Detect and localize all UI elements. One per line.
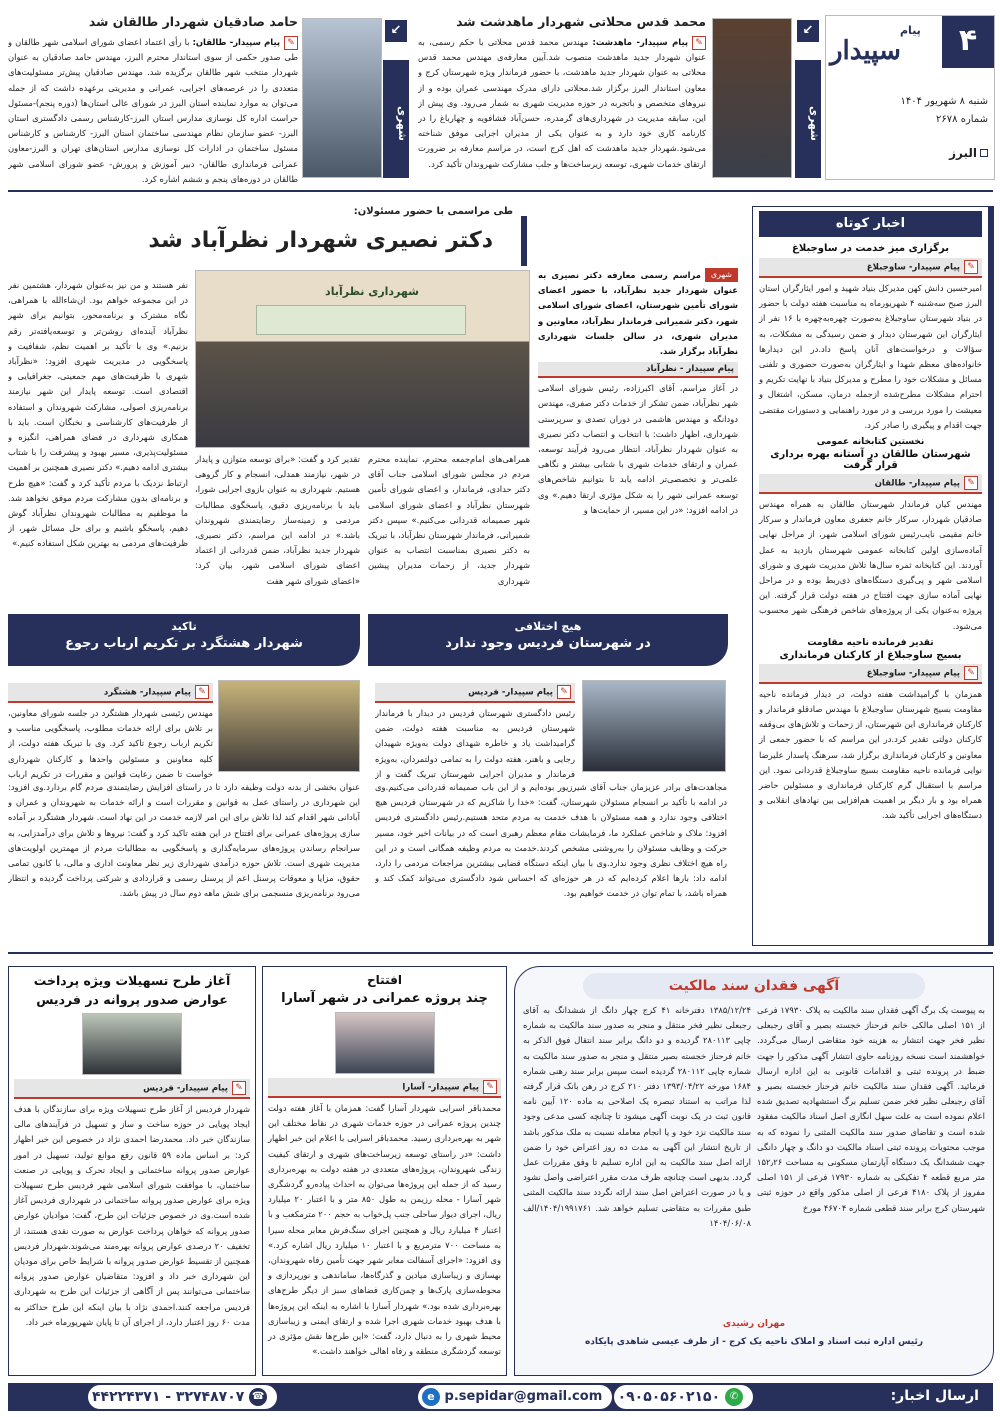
region-marker-icon xyxy=(980,149,988,157)
top-story-1-title: محمد قدس محلاتی شهردار ماهدشت شد xyxy=(456,14,706,29)
ad-signer: مهران رشیدی xyxy=(722,1319,786,1329)
loan-photo xyxy=(82,1013,182,1075)
top-story-1-body: مهندس محمد قدس محلاتی با حکم رسمی، به عنوان شهردار جدید ماهدشت منصوب شد.آیین معارفه‌ی مهندس محمد قدس محلاتی به عنوان شهردار جدید ماهدشت، با حضور فرماندار ویژه شهرستان کرج و معاون استاندار البرز برگزار شد.محلاتی دارای مدرک مهندسی عمران بوده و از نیروهای متخصص و باتجربه در حوزه مدیریت شهری به شمار می‌رود. وی پیش از این، سابقه مدیریت در شهرداری‌های گرمدره، حسن‌آباد فشافویه و چهارباغ را در کارنامه کاری خود دارد و به عنوان یکی از مدیران اجرایی موفق شناخته می‌شود.شهردار جدید ماهدشت که اهل کرج است، در مراسم معارفه بر ضرورت ارتقای خدمات شهری، توسعه زیرساخت‌ها و جلب مشارکت شهروندان تأکید کرد. xyxy=(418,37,706,169)
email-icon: e xyxy=(422,1388,440,1406)
logo-big: سپیدار xyxy=(830,36,901,66)
fardis-body2: مجاهدت‌های برادر عزیزمان جناب آقای شیرزیور بوده‌ایم و از این باب صمیمانه قدردانی می‌کنیم.وی در ادامه با تأکید بر انسجام مسئولان شهرستان، گفت: «خدا را شاکریم که در شهرستان فردیس هیچ اختلافی وجود ندارد و همه مسئولان با هدف خدمت به مردم متحد هستیم.رئیس دادگستری فردیس افزود: ملاک و شاخص عملکرد ما، فرمایشات مقام معظم رهبری است که در بیانات اخیر خود، مسیر حرکت و وظایف مسئولان را به‌روشنی مشخص کردند.خدمت به مردم وظیفه همگانی است و در این راه هیچ اختلاف نظری وجود ندارد.وی با بیان اینکه دستگاه قضایی بیشترین مراجعات مردمی را دارد، ادامه داد: بارها اعلام کرده‌ایم که در هر حوزه‌ای که احساس شود دادگستری می‌تواند کمک کند و همراه باشد، با تمام توان در خدمت خواهیم بود. xyxy=(375,782,727,899)
main-story-col1-text: در آغاز مراسم، آقای اکبرزاده، رئیس شورای اسلامی شهر نظرآباد، ضمن تشکر از خدمات دکتر صفری، مهندس دودانگه و مهندس هاشمی در دوران تصدی و سرپرستی شهرداری، اظهار داشت: با انتخاب و انتصاب دکتر نصیری به عنوان شهردار نظرآباد، انتظار می‌رود فرآیند توسعه، عمران و ارتقای خدمات شهری با شتابی بیشتر و نگاهی علمی‌تر و تخصصی‌تر ادامه یابد تا بتوانیم شاخص‌های توسعه عمرانی شهر را به شکل مؤثری ارتقا دهیم.» وی در ادامه افزود: «در این مسیر، از حمایت‌ها و xyxy=(538,383,738,515)
hashtgerd-title: شهردار هشتگرد بر تکریم ارباب رجوع xyxy=(65,636,303,651)
news-icon: ✎ xyxy=(284,36,298,50)
opening-kicker: افتتاح xyxy=(367,973,402,987)
section-tab: شهری xyxy=(795,60,821,178)
hashtgerd-lead: پیام سپیدار- هشتگرد xyxy=(103,687,191,698)
main-story-photo xyxy=(195,270,530,448)
short-item-1-title: برگزاری میز خدمت در ساوجبلاغ xyxy=(792,243,949,254)
news-icon: ✎ xyxy=(964,476,978,490)
footer-email[interactable]: e p.sepidar@gmail.com xyxy=(418,1385,612,1409)
short-item-1-lead: پیام سپیدار- ساوجبلاغ xyxy=(866,262,960,273)
hashtgerd-col1 xyxy=(8,680,213,780)
news-icon: ✎ xyxy=(232,1081,246,1095)
fardis-col1 xyxy=(375,680,575,780)
short-item-2-body: مهندس کیان فرماندار شهرستان طالقان به همراه مهندس صادقیان شهردار، سرکار خانم جعفری معاون فرماندار و سرکار خانم مقیمی نایب‌رئیس شورای اسلامی شهر، از مراحل نهایی آماده‌سازی اولین کتابخانه عمومی شهرستان بازدید به عمل آوردند. این کتابخانه ثمره سال‌ها تلاش مدیریت شهری و شورای اسلامی شهر و پی‌گیری دستگاه‌های ذی‌ربط بوده و در مراحل نهایی آماده سازی جهت افتتاح در هفته دولت قرار گرفته. این پروژه به‌عنوان یکی از پروژه‌های شاخص فرهنگی شهر محسوب می‌شود. xyxy=(759,499,982,631)
loan-story xyxy=(8,966,256,1376)
opening-lead: پیام سپیدار- آسارا xyxy=(402,1082,479,1093)
whatsapp-icon: ✆ xyxy=(725,1388,743,1406)
loan-title: آغاز طرح تسهیلات ویژه پرداخت xyxy=(33,973,231,988)
news-icon: ✎ xyxy=(964,666,978,680)
main-story-col2-text: همراهی‌های امام‌جمعه محترم، نماینده محترم مردم در مجلس شورای اسلامی جناب آقای دکتر حدادی، فرماندار، و اعضای شورای تأمین شهرستان نظرآباد و اعضای شورای اسلامی شهر صمیمانه قدردانی می‌کنیم.» سپس دکتر شمیرانی، فرماندار شهرستان نظرآباد، با تبریک به دکتر نصیری بمناسبت انتصاب به عنوان شهردار جدید، از زحمات مدیران پیشین شهرداری xyxy=(368,454,530,586)
photo-banner xyxy=(256,305,466,335)
top-story-2-lead: پیام سپیدار- طالقان: xyxy=(192,37,281,47)
divider xyxy=(8,190,993,192)
ad-signer-title: رئیس اداره ثبت اسناد و املاک ناحیه یک کرج - از طرف عیسی شاهدی پایکاده xyxy=(584,1337,924,1347)
main-story-col4-text: نفر هستند و من نیز به‌عنوان شهردار، هشتمین نفر در این مجموعه خواهم بود. ان‌شاءالله با همراهی، نگاه مشترک و برنامه‌محور، بتوانیم برای شهر نظرآباد آینده‌ای روشن‌تر و توسعه‌یافته‌تر رقم بزنیم.» وی با تأکید بر اهمیت نظم، شفافیت و پاسخگویی در مدیریت شهری افزود: «نظرآباد شهری با ظرفیت‌های مهم جمعیتی، جغرافیایی و اقتصادی است. توسعه پایدار این شهر نیازمند برنامه‌ریزی اصولی، مشارکت شهروندان و استفاده از ظرفیت‌های کارشناسی و نخبگان است. باید با همکاری شهرداری در فضای همراهی، انگیزه و مسئولیت‌پذیری، مسیر بهبود و پیشرفت را با شتاب بیشتری ادامه دهیم.» دکتر نصیری همچنین بر اهمیت ارتباط نزدیک با مردم تأکید کرد و گفت: «هیچ طرح و برنامه‌ای بدون مشارکت مردم موفق نخواهد شد. ما موظفیم به مطالبات شهروندان نظرآباد گوش دهیم، پاسخگو باشیم و برای حل مسائل شهر، از ظرفیت‌های مردمی به بهترین شکل استفاده کنیم.» xyxy=(8,280,188,549)
loan-body: شهردار فردیس از آغاز طرح تسهیلات ویژه برای سازندگان با هدف ایجاد پویایی در حوزه ساخت و ساز و تسهیل در فرآیندهای مالی سازندگان خبر داد. محمدرضا احمدی نژاد در خصوص این خبر اظهار کرد: بر اساس ماده ۵۹ قانون رفع موانع تولید، تسهیل در امور عوارض صدور پروانه ساختمانی و ایجاد تحرک و پویایی در صنعت ساختمان، با موافقت شورای اسلامی شهر فردیس طرح تسهیلات ویژه برای عوارض صدور پروانه ساختمانی در شهرداری فردیس آغاز شده است.وی در خصوص جزئیات این طرح، گفت: موادیان عوارض صدور پروانه که خواهان پرداخت عوارض به صورت نقدی هستند، از تخفیف ۲۰ درصدی عوارض پروانه بهره‌مند می‌شوند.شهردار فردیس همچنین از تقسیط عوارض صدور پروانه با شرایط خاص برای مودیان این شهرداری خبر داد و افزود: متقاضیان عوارض صدور پروانه ساختمانی می‌توانند پس از آگاهی از جزئیات این طرح به شهرداری فردیس مراجعه کنند.احمدی نژاد با بیان اینکه این طرح حداکثر به مدت ۶۰ روز اعتبار دارد، از اجرای آن تا پایان شهریورماه خبر داد. xyxy=(14,1104,250,1327)
date-line: شنبه ۸ شهریور ۱۴۰۴ xyxy=(900,96,988,107)
short-item-2-title: شهرستان طالقان در آستانه بهره برداری قرار گرفت xyxy=(770,449,971,472)
main-story-header xyxy=(8,206,743,266)
ad-box xyxy=(514,966,994,1376)
top-story-2 xyxy=(8,14,298,184)
short-item-1-body: امیرحسین دانش کهن مدیرکل بنیاد شهید و امور ایثارگران استان البرز صبح سه‌شنبه ۴ شهریورماه به مناسبت هفته دولت با حضور در بنیاد شهرستان ساوجبلاغ به‌صورت چهره‌به‌چهره با ۱۶ نفر از ایثارگران این شهرستان دیدار و ضمن رسیدگی به مشکلات، به سؤالات و درخواست‌های آنان پاسخ داد.در این دیدارها خانواده‌های معظم شهدا و ایثارگران به‌صورت حضوری و تلفنی مسائل و مشکلات خود را مطرح و مدیرکل بنیاد با نهایت تکریم و احترام مشکلات مطرح‌شده ازجمله درمان، مسکن، اشتغال و معیشت را مورد بررسی و در مورد راهنمایی و دستورات مقتضی جهت اقدام و پیگیری را صادر کرد. xyxy=(759,283,982,430)
opening-story xyxy=(262,966,507,1376)
short-item-3-body: همزمان با گرامیداشت هفته دولت، در دیدار فرمانده ناحیه مقاومت بسیج شهرستان ساوجبلاغ با مهندس صادقلو فرماندار و کارکنان فرمانداری این شهرستان، از زحمات و تلاش‌های بی‌وقفه کارکنان دولتی تقدیر کرد.در این مراسم که با حضور جمعی از معاونین و کارکنان فرمانداری برگزار شد، سرهنگ پاسدار علیرضا نوایی فرمانده ناحیه مقاومت بسیج ساوجبلاغ قدردانی نمود. این مراسم با استقبال گرم کارکنان فرمانداری و مسئولین حاضر همراه بود و بار دیگر بر اهمیت هم‌افزایی بین نهادهای انقلابی و دستگاه‌های اجرایی تأکید شد. xyxy=(759,688,982,821)
top-story-2-body: با رأی اعتماد اعضای شورای اسلامی شهر طالقان و طی صدور حکمی از سوی استاندار محترم البرز، مهندس حامد صادقیان به عنوان شهردار منتخب شهر طالقان برگزیده شد. مهندس صادقیان پیش‌تر مسئولیت‌های متعددی را در عرصه‌های اجرایی، عمرانی و مدیریتی برعهده داشت که از جمله می‌توان به موارد نماینده استان البرز در شورای عالی استان‌ها (دوره پنجم)-مسئول حراست اداره کل نوسازی مدارس استان البرز-کارشناس رسمی دادگستری استان البرز- عضو سازمان نظام مهندسی ساختمان استان البرز- کارشناس و کارشناس مسئول ساختمان در ادارات کل نوسازی مدارس استان‌های تهران و البرز-معاون عمرانی فرمانداری طالقان- دبیر آموزش و پرورش- عضو شورای اسلامی شهر طالقان در دوره‌های پنجم و ششم اشاره کرد. xyxy=(8,37,298,184)
logo xyxy=(830,24,940,72)
fardis-col2 xyxy=(375,780,727,935)
footer-phone[interactable]: ☎ ۳۲۷۴۸۷۰۷ - ۴۴۲۲۴۳۷۱ xyxy=(88,1385,277,1409)
arrow-icon-2: ↙ xyxy=(385,20,407,42)
footer-bar xyxy=(8,1383,993,1411)
hashtgerd-body2: عنوان بخشی از بدنه دولت وظیفه دارد تا در راستای افزایش رضایتمندی مردم گام بردارد.وی افزود: این شهرداری در راستای عمل به قوانین و مقررات است و ارائه خدمات به شهروندان و عمران و آبادانی شهر اقدام کند لذا تلاش برای این امر لازمه خدمت در این نهاد است. شهردار هشتگرد بر آماده سازی پروژه‌های عمرانی برای افتتاح در این هفته تاکید کرد و گفت: نیروها و تلاش برای درآمدزایی، به سرانجام رساندن پروژه‌های سرمایه‌گذاری و پاسخگویی به مطالبات مردم از مهمترین اولویت‌های مدیریت شهری است. تلاش حوزه درآمدی شهرداری زیر نظر معاونت اداری و مالی، با کانون تمامی حقوق، مزایا و معوقات پرسنل اعم از پرسنل رسمی و قراردادی و شرکتی پرداخت گردیده و انتظار می‌رود برنامه‌ریزی منسجمی برای شش ماهه دوم سال در پیش باشد. xyxy=(8,782,360,899)
main-story-col2 xyxy=(368,452,530,596)
ad-title: آگهی فقدان سند مالکیت xyxy=(583,973,925,999)
main-story-byline: پیام سپیدار - نظرآباد xyxy=(538,362,738,378)
page-number: ۴ xyxy=(942,16,994,68)
opening-body: محمدباقر اسرایی شهردار آسارا گفت: همزمان با آغاز هفته دولت چندین پروژه عمرانی در حوزه خدمات شهری در نقاط مختلف این شهر به بهره‌برداری رسید. محمدباقر اسرایی با اعلام این خبر اظهار داشت: «در راستای توسعه زیرساخت‌های شهری و ارتقای کیفیت زندگی شهروندان، پروژه‌های متعددی در هفته دولت به بهره‌برداری رسید که از جمله این پروژه‌ها می‌توان به احداث پیاده‌رو گردشگری شهر آسارا - محله رزیمن به طول ۸۵۰ متر و با اعتبار ۲۰ میلیارد ریال، اجرای دیوار ساحلی جنب پل‌خواب به حجم ۲۰۰ مترمکعب و با اعتبار ۴ میلیارد ریال و همچنین اجرای سنگ‌فرش معابر محله سیرا به مساحت ۷۰۰ مترمربع و با اعتبار ۱۰ میلیارد ریال اشاره کرد.» وی افزود: «اجرای آسفالت معابر شهر جهت تأمین رفاه شهروندان، بهسازی و زیباسازی میادین و گذرگاه‌ها، ساماندهی و نورپردازی و محوطه‌سازی پارک‌ها و چمن‌کاری فضاهای سبز از دیگر طرح‌های بهره‌برداری شده بود.» شهردار آسارا با اشاره به اینکه این پروژه‌ها با هدف بهبود خدمات شهری اجرا شده و ارتقای ایمنی و زیباسازی محیط شهری را به دنبال دارد، گفت: «این طرح‌ها نقش مؤثری در توسعه گردشگری منطقه و رفاه اهالی خواهند داشت.» xyxy=(268,1103,501,1357)
hashtgerd-header xyxy=(8,614,360,666)
fardis-body1: رئیس دادگستری شهرستان فردیس در دیدار با فرماندار شهرستان فردیس به مناسبت هفته دولت، ضمن گرامیداشت یاد و خاطره شهدای دولت به‌ویژه شهیدان رجایی و باهنر، هفته دولت را به تمامی دولتمردان، به‌ویژه فرماندار و مدیران اجرایی شهرستان تبریک گفت و از xyxy=(375,708,575,779)
short-item-3-title-small: تقدیر فرمانده ناحیه مقاومت xyxy=(807,637,934,648)
main-story-lead: مراسم رسمی معارفه دکتر نصیری به عنوان شهردار جدید نظرآباد، با حضور اعضای شورای تأمین شهرستان، اعضای شورای اسلامی شهر، دکتر شمیرانی فرماندار نظرآباد، معاونین و مدیران شهری، در سالن جلسات شهرداری نظرآباد برگزار شد. xyxy=(538,270,738,357)
ad-col-left: ۱۳۸۵/۱۲/۲۴ دفترخانه ۴۱ کرج چهار دانگ از ششدانگ به آقای رجبعلی نظیر فخر منتقل و منجر به صدور سند مالکیت به شماره چاپی ۲۸۰۱۱۳ گردیده و دو دانگ برابر سند انتقال فوق الذکر به خانم فرحناز خجسته بصیر منتقل و منجر به صدور سند مالکیت به شماره چاپی ۲۸۰۱۱۲ گردیده است سپس برابر سند رهنی شماره ۱۶۸۴ مورخه ۱۳۹۳/۰۴/۲۲ دفتر ۲۱۰ کرج در رهن بانک قرار گرفته لذا مراتب به استناد تبصره یک اصلاحی به ماده ۱۲۰ آیین نامه قانون ثبت در یک نوبت آگهی میشود تا چنانچه کسی مدعی وجود سند مالکیت نزد خود و یا انجام معامله نسبت به ملک مذکور باشد از تاریخ انتشار این آگهی به مدت ده روز اعتراض خود را ضمن ارائه اصل سند مالکیت به این اداره تسلیم تا وفق مقررات عمل گردد. بدیهی است چنانچه ظرف مدت مقرر اعتراضی واصل نشود و یا در صورت اعتراض اصل سند ارائه نگردد سند مالکیت المثنی طبق مقررات به متقاضی تسلیم خواهد شد. ۱۴۰۴/۱۹۹۱۷۶۱/الف ۱۴۰۴/۰۶/۰۸ xyxy=(523,1005,751,1228)
top-story-2-title: حامد صادقیان شهردار طالقان شد xyxy=(88,14,298,29)
news-icon: ✎ xyxy=(483,1080,497,1094)
issue-line: شماره ۲۶۷۸ xyxy=(936,114,988,125)
opening-title: چند پروژه عمرانی در شهر آسارا xyxy=(281,991,488,1006)
top-story-1 xyxy=(418,14,706,184)
main-story-title: دکتر نصیری شهردار نظرآباد شد xyxy=(148,228,493,253)
title-bar xyxy=(521,216,527,266)
footer-whatsapp[interactable]: ✆ ۰۹۰۵۰۵۶۰۲۱۵۰ xyxy=(614,1385,753,1409)
top-story-1-lead: پیام سپیدار- ماهدشت: xyxy=(592,37,689,47)
logo-small: پیام xyxy=(900,24,921,37)
loan-title-2: عوارض صدور پروانه در فردیس xyxy=(36,992,228,1007)
region-label: البرز xyxy=(949,146,988,160)
news-icon: ✎ xyxy=(557,685,571,699)
hashtgerd-col2 xyxy=(8,780,360,935)
hashtgerd-kicker: تاکید xyxy=(171,620,197,633)
short-item-3-lead: پیام سپیدار- ساوجبلاغ xyxy=(866,668,960,679)
section-tab-2: شهری xyxy=(383,60,409,178)
phone-icon: ☎ xyxy=(249,1388,267,1406)
ad-col-right: به پیوست یک برگ آگهی فقدان سند مالکیت به پلاک ۱۷۹۳۰ فرعی از ۱۵۱ اصلی مالکی خانم فرحناز خجسته بصیر و آقای رجبعلی نظیر فخر جهت انتشار به هزینه خود متقاضی ارسال می‌گردد. خواهشمند است نسخه روزنامه حاوی انتشار آگهی مذکور را جهت ضبط در پرونده ثبتی و اقدامات قانونی به این اداره ارسال فرمائید. آگهی فقدان سند مالکیت خانم فرحناز خجسته بصیر و آقای رجبعلی نظیر فخر ضمن تسلیم برگ استشهادیه تصدیق شده اعلام نموده است به علت سهل انگاری اصل اسناد مالکیت مفقود شده است و تقاضای صدور سند مالکیت المثنی را نموده که به موجب محتویات پرونده ثبتی اسناد مالکیت دو دانگ و چهار دانگی جهت ششدانگ یک دستگاه آپارتمان مسکونی به مساحت ۱۵۲٫۲۶ متر مربع قطعه ۴ تفکیکی به شماره ۱۷۹۳۰ فرعی از ۱۵۱ اصلی مفروز از پلاک ۴۱۸۰ فرعی از اصلی مذکور واقع در حوزه ثبتی شهرستان کرج برابر سند قطعی شماره ۴۶۷۰۴ مورخ xyxy=(757,1005,985,1213)
fardis-photo xyxy=(582,680,726,772)
news-short xyxy=(752,206,994,946)
news-icon: ✎ xyxy=(692,36,706,50)
hashtgerd-photo xyxy=(218,680,360,772)
main-story-col1 xyxy=(538,268,738,596)
main-story-col3 xyxy=(195,452,360,596)
short-item-2-lead: پیام سپیدار- طالقان xyxy=(874,478,960,489)
loan-lead: پیام سپیدار- فردیس xyxy=(143,1083,228,1094)
news-icon: ✎ xyxy=(964,260,978,274)
fardis-lead: پیام سپیدار- فردیس xyxy=(468,687,553,698)
divider-2 xyxy=(8,952,993,954)
hashtgerd-body1: مهندس رئیسی شهردار هشتگرد در جلسه شورای معاونین، بر تلاش برای ارائه خدمات مطلوب، پاسخگویی مناسب و تکریم ارباب رجوع تاکید کرد. وی با تبریک هفته دولت، از کلیه معاونین و مسئولین واحدها و کارکنان شهرداری خواست تا ضمن رعایت قوانین و مقررات در تکریم ارباب xyxy=(8,708,213,779)
arrow-icon: ↙ xyxy=(797,20,819,42)
main-story-col4 xyxy=(8,278,188,596)
masthead xyxy=(825,15,995,180)
main-story-col3-text: تقدیر کرد و گفت: «برای توسعه متوازن و پایدار در شهر، نیازمند همدلی، انسجام و کار گروهی هستیم. شهرداری به عنوان بازوی اجرایی شورا، باید با برنامه‌ریزی دقیق، پاسخگوی مطالبات مردمی و زمینه‌ساز رضایتمندی شهروندان باشد.» در ادامه این مراسم، دکتر نصیری، شهردار جدید نظرآباد، ضمن قدردانی از اعتماد اعضای شورای اسلامی شهر، بیان کرد: «اعضای شورای شهر هفت xyxy=(195,454,360,586)
footer-send-label: ارسال اخبار: xyxy=(890,1388,979,1404)
short-item-2-title-small: نخستین کتابخانه عمومی xyxy=(816,437,925,448)
main-story-tag: شهری xyxy=(705,268,738,282)
top-story-2-photo xyxy=(302,18,382,178)
news-icon: ✎ xyxy=(195,685,209,699)
photo-caption: شهرداری نظرآباد xyxy=(325,285,419,298)
opening-photo xyxy=(335,1012,435,1074)
news-short-header: اخبار کوتاه xyxy=(759,211,982,237)
fardis-title: در شهرستان فردیس وجود ندارد xyxy=(445,636,651,651)
short-item-3-title: بسیج ساوجبلاغ از کارکنان فرمانداری xyxy=(779,649,962,661)
fardis-kicker: هیچ اختلافی xyxy=(514,620,582,633)
fardis-header xyxy=(368,614,728,666)
top-story-1-photo xyxy=(712,18,792,178)
main-story-kicker: طی مراسمی با حضور مسئولان: xyxy=(353,206,513,217)
